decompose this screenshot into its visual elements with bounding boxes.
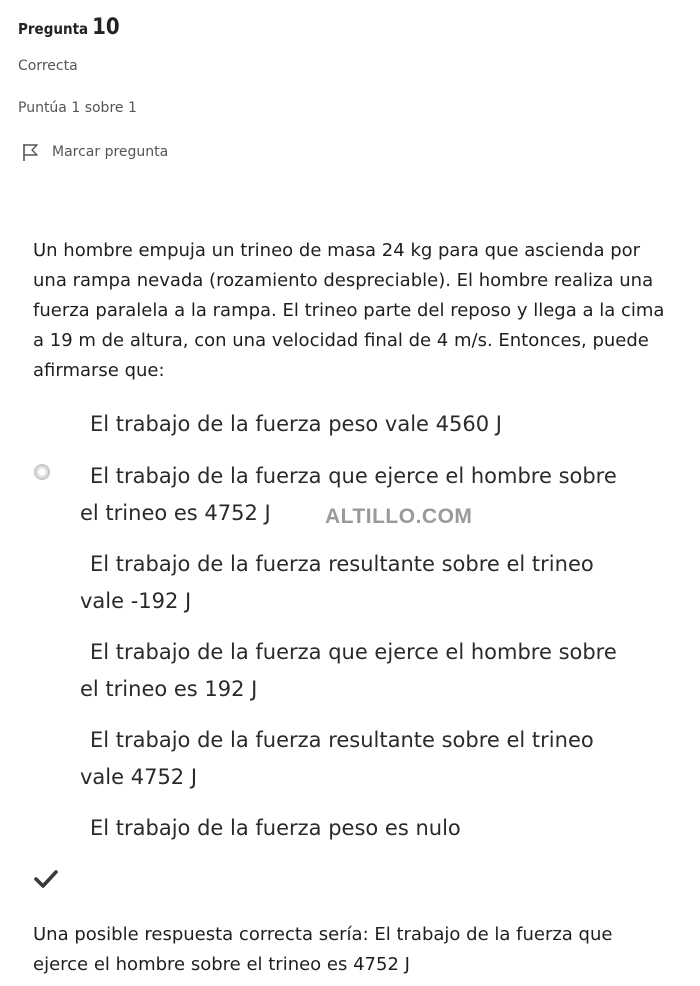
question-label: Pregunta <box>18 20 89 38</box>
answer-option[interactable] <box>80 406 670 443</box>
answer-text-continued: vale 4752 J <box>80 765 198 789</box>
watermark: ALTILLO.COM <box>325 505 473 528</box>
answer-text: El trabajo de la fuerza resultante sobre el trineo <box>90 552 594 576</box>
answer-text-continued: vale -192 J <box>80 589 192 613</box>
answer-option[interactable] <box>80 634 670 708</box>
answer-text-continued: el trineo es 4752 J <box>80 501 271 525</box>
answer-text: El trabajo de la fuerza que ejerce el hombre sobre <box>90 640 617 664</box>
answer-option[interactable] <box>80 722 670 796</box>
flag-question-label: Marcar pregunta <box>52 144 169 160</box>
question-number: 10 <box>92 15 120 40</box>
answer-text: El trabajo de la fuerza peso vale 4560 J <box>90 412 502 436</box>
answer-text: El trabajo de la fuerza peso es nulo <box>90 816 461 840</box>
answer-radio[interactable] <box>34 464 50 480</box>
question-state: Correcta <box>18 58 78 74</box>
answer-option[interactable] <box>80 810 670 847</box>
question-text: Un hombre empuja un trineo de masa 24 kg para que ascienda por una rampa nevada (rozamiento despreciable). El hombre realiza una fuerza paralela a la rampa. El trineo parte del reposo y llega a la cima a 19 m de altura, con una velocidad final de 4 m/s. Entonces, puede afirmarse que: <box>33 240 665 381</box>
answer-option[interactable] <box>80 546 670 620</box>
answer-text: El trabajo de la fuerza que ejerce el hombre sobre <box>90 464 617 488</box>
question-title <box>18 12 318 44</box>
flag-icon <box>20 142 40 162</box>
answer-text-continued: el trineo es 192 J <box>80 677 258 701</box>
question-grade: Puntúa 1 sobre 1 <box>18 100 137 116</box>
flag-question-link[interactable] <box>20 142 168 162</box>
question-info <box>18 12 318 160</box>
correct-answer-feedback: Una posible respuesta correcta sería: El trabajo de la fuerza que ejerce el hombre sobre el trineo es 4752 J <box>33 924 613 975</box>
answer-text: El trabajo de la fuerza resultante sobre el trineo <box>90 728 594 752</box>
checkmark-icon <box>34 868 58 890</box>
